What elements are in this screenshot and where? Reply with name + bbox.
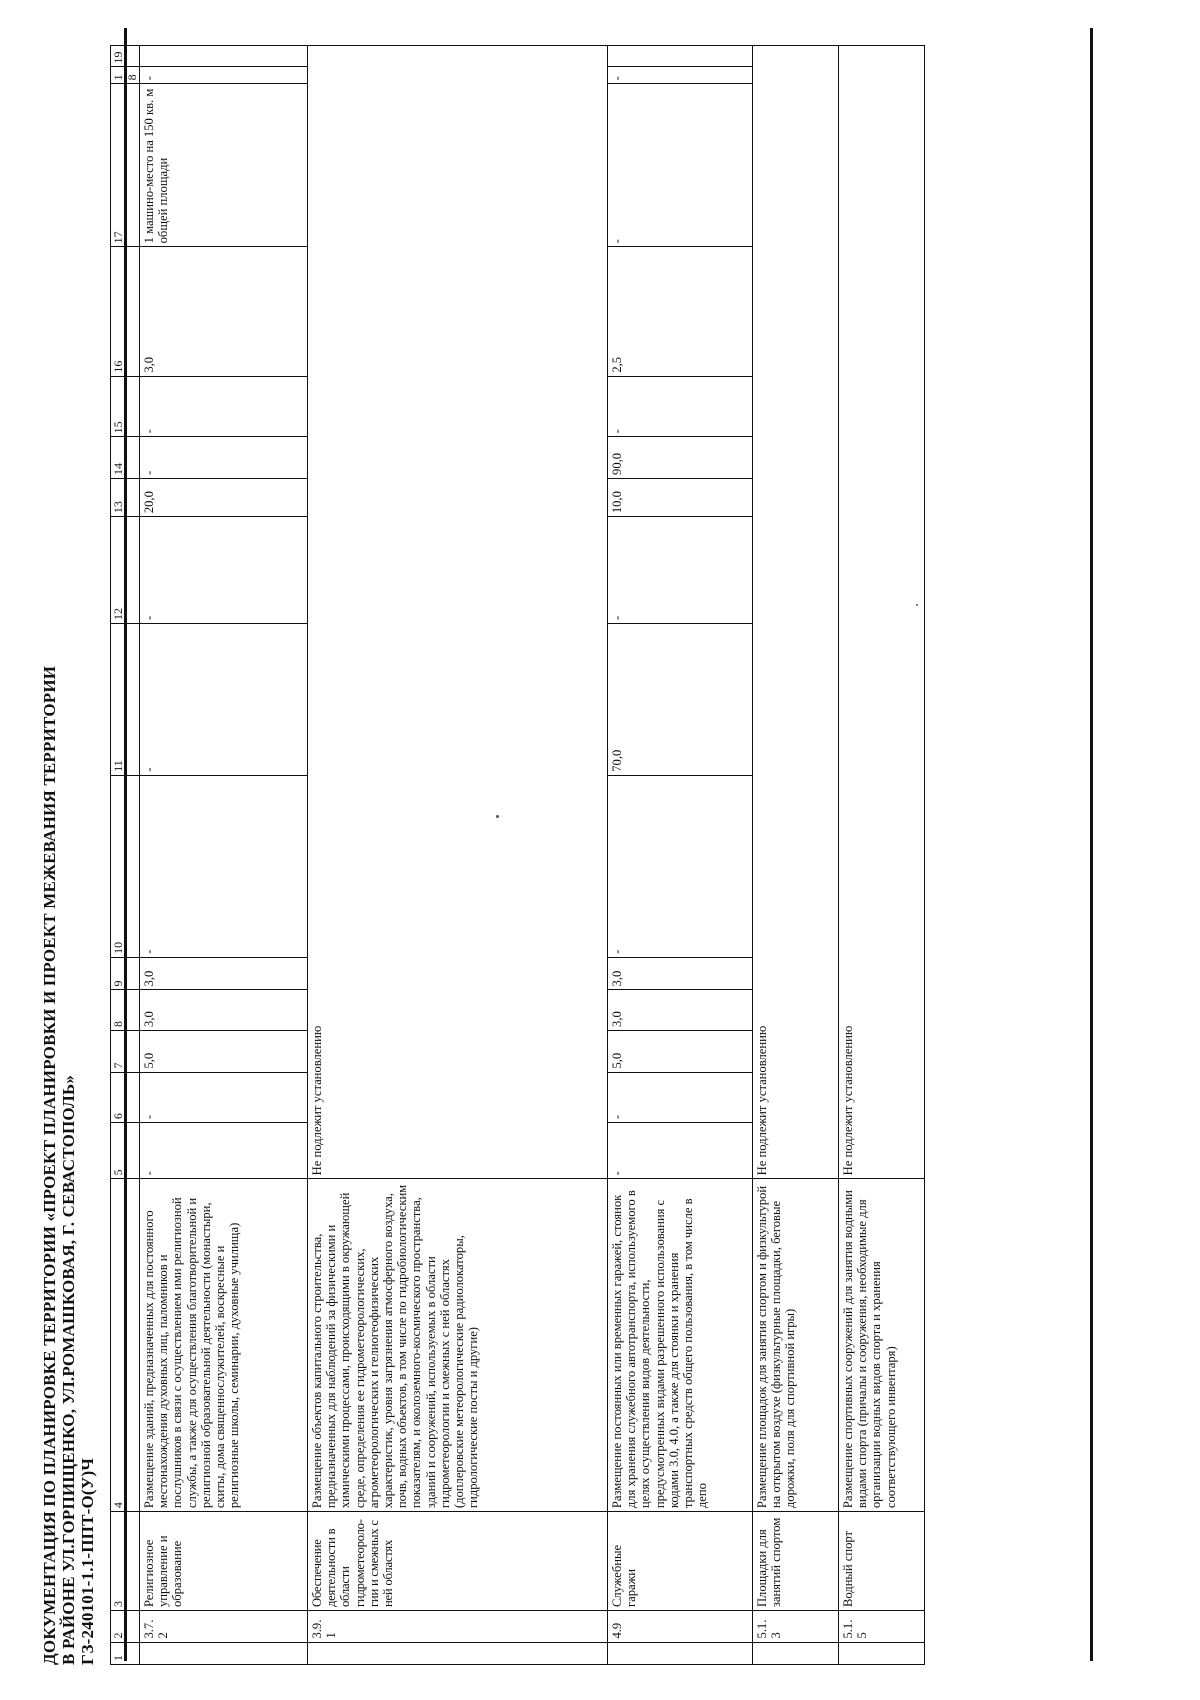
col-num: 9 (111, 957, 140, 990)
header-line-2: В РАЙОНЕ УЛ.ГОРПИЩЕНКО, УЛ.РОМАШКОВАЯ, Г. СЕВАСТОПОЛЬ» (59, 1074, 78, 1665)
cell-description: Размещение спортивных сооружений для занятия водными видами спорта (причалы и сооружения, необходимые для организации водных видов спорта и хранения соответствующего инвентаря) (839, 1179, 925, 1512)
cell-name: Служебные гаражи (608, 1512, 753, 1611)
col-num: 2 (111, 1611, 140, 1642)
col-num: 10 (111, 775, 140, 957)
cell-c18: - (140, 67, 308, 84)
col-num: 19 (111, 46, 140, 68)
cell-description: Размещение зданий, предназначенных для постоянного местонахождения духовных лиц, паломников и послушников в связи с осуществлением ими религиозной службы, а также для осуществления благотворительной и религиозной образовательной деятельности (монастыри, скиты, дома священнослужителей, воскресные и религиозные школы, семинарии, духовные училища) (140, 1179, 308, 1512)
table-row (753, 46, 839, 1665)
cell-c17: 1 машино-место на 150 кв. м общей площади (140, 84, 308, 247)
cell-c6: - (608, 1072, 753, 1123)
right-margin-rule (1090, 28, 1093, 1661)
col-num: 16 (111, 247, 140, 376)
cell-c1 (753, 1642, 839, 1664)
cell-c5: - (608, 1123, 753, 1179)
cell-description: Размещение объектов капитального строительства, предназначенных для наблюдений за физическими и химическими процессами, происходящими в окружающей среде, определения ее гидрометеорологических, агрометеорологических и гелиогеофизических характеристик, уровня загрязнения атмосферного воздуха, почв, водных объектов, в том числе по гидробиологическим показателям, и околоземного-космического пространства, зданий и сооружений, используемых в области гидрометеорологии и смежных с ней областях (доплеровские метеорологические радиолокаторы, гидрологические посты и другие) (308, 1179, 608, 1512)
col-num: 13 (111, 478, 140, 516)
cell-c18: - (608, 67, 753, 84)
cell-c14: 90,0 (608, 437, 753, 479)
col-num: 12 (111, 517, 140, 624)
cell-c5: - (140, 1123, 308, 1179)
table-row (140, 46, 308, 1665)
header-line-3: ГЗ-240101-1.1-ППТ-О(У)Ч (78, 1458, 97, 1665)
cell-c13: 20,0 (140, 478, 308, 516)
table-row (839, 46, 925, 1665)
rotated-page (40, 45, 1050, 1665)
cell-c19 (608, 46, 753, 68)
col-num: 14 (111, 437, 140, 479)
col-num: 18 (111, 67, 140, 84)
cell-c8: 3,0 (140, 990, 308, 1030)
cell-c9: 3,0 (608, 957, 753, 990)
cell-c15: - (140, 376, 308, 437)
zoning-table (110, 45, 925, 1665)
cell-c1 (308, 1642, 608, 1664)
document-header (40, 45, 97, 1665)
cell-c16: 2,5 (608, 247, 753, 376)
col-num: 5 (111, 1123, 140, 1179)
cell-c10: - (608, 775, 753, 957)
cell-c16: 3,0 (140, 247, 308, 376)
col-num: 8 (111, 990, 140, 1030)
cell-c11: - (140, 623, 308, 775)
cell-c14: - (140, 437, 308, 479)
col-num: 7 (111, 1030, 140, 1072)
cell-c7: 5,0 (608, 1030, 753, 1072)
col-num: 4 (111, 1179, 140, 1512)
scan-speck (916, 604, 918, 606)
cell-code: 5.1.5 (839, 1611, 925, 1642)
cell-c19 (140, 46, 308, 68)
cell-merged: Не подлежит установлению (308, 46, 608, 1179)
cell-c1 (608, 1642, 753, 1664)
cell-c8: 3,0 (608, 990, 753, 1030)
cell-description: Размещение площадок для занятия спортом и физкультурой на открытом воздухе (физкультурные площадки, беговые дорожки, поля для спортивной игры) (753, 1179, 839, 1512)
cell-c1 (839, 1642, 925, 1664)
cell-c9: 3,0 (140, 957, 308, 990)
table-row (608, 46, 753, 1665)
col-num: 11 (111, 623, 140, 775)
cell-name: Площадки для занятий спортом (753, 1512, 839, 1611)
cell-code: 3.7.2 (140, 1611, 308, 1642)
col-num: 15 (111, 376, 140, 437)
cell-code: 3.9.1 (308, 1611, 608, 1642)
cell-name: Религиозное управление и образование (140, 1512, 308, 1611)
cell-name: Обеспечение деятельности в области гидрометеороло-гии и смежных с ней областях (308, 1512, 608, 1611)
cell-c13: 10,0 (608, 478, 753, 516)
cell-description: Размещение постоянных или временных гаражей, стоянок для хранения служебного автотранспорта, используемого в целях осуществления видов деятельности, предусмотренных видами разрешенного использования с кодами 3.0, 4.0, а также для стоянки и хранения транспортных средств общего пользования, в том числе в депо (608, 1179, 753, 1512)
cell-c12: - (608, 517, 753, 624)
column-number-row (111, 46, 140, 1665)
cell-code: 5.1.3 (753, 1611, 839, 1642)
col-num: 1 (111, 1642, 140, 1664)
header-line-1: ДОКУМЕНТАЦИЯ ПО ПЛАНИРОВКЕ ТЕРРИТОРИИ «ПРОЕКТ ПЛАНИРОВКИ И ПРОЕКТ МЕЖЕВАНИЯ ТЕРРИТОРИИ (40, 665, 59, 1665)
cell-code: 4.9 (608, 1611, 753, 1642)
cell-c17: - (608, 84, 753, 247)
cell-merged: Не подлежит установлению (839, 46, 925, 1179)
cell-c12: - (140, 517, 308, 624)
col-num: 17 (111, 84, 140, 247)
cell-merged: Не подлежит установлению (753, 46, 839, 1179)
cell-c10: - (140, 775, 308, 957)
cell-c15: - (608, 376, 753, 437)
cell-c7: 5,0 (140, 1030, 308, 1072)
cell-c11: 70,0 (608, 623, 753, 775)
col-num: 3 (111, 1512, 140, 1611)
cell-name: Водный спорт (839, 1512, 925, 1611)
col-num: 6 (111, 1072, 140, 1123)
table-row (308, 46, 608, 1665)
scan-speck (496, 815, 499, 818)
cell-c1 (140, 1642, 308, 1664)
cell-c6: - (140, 1072, 308, 1123)
